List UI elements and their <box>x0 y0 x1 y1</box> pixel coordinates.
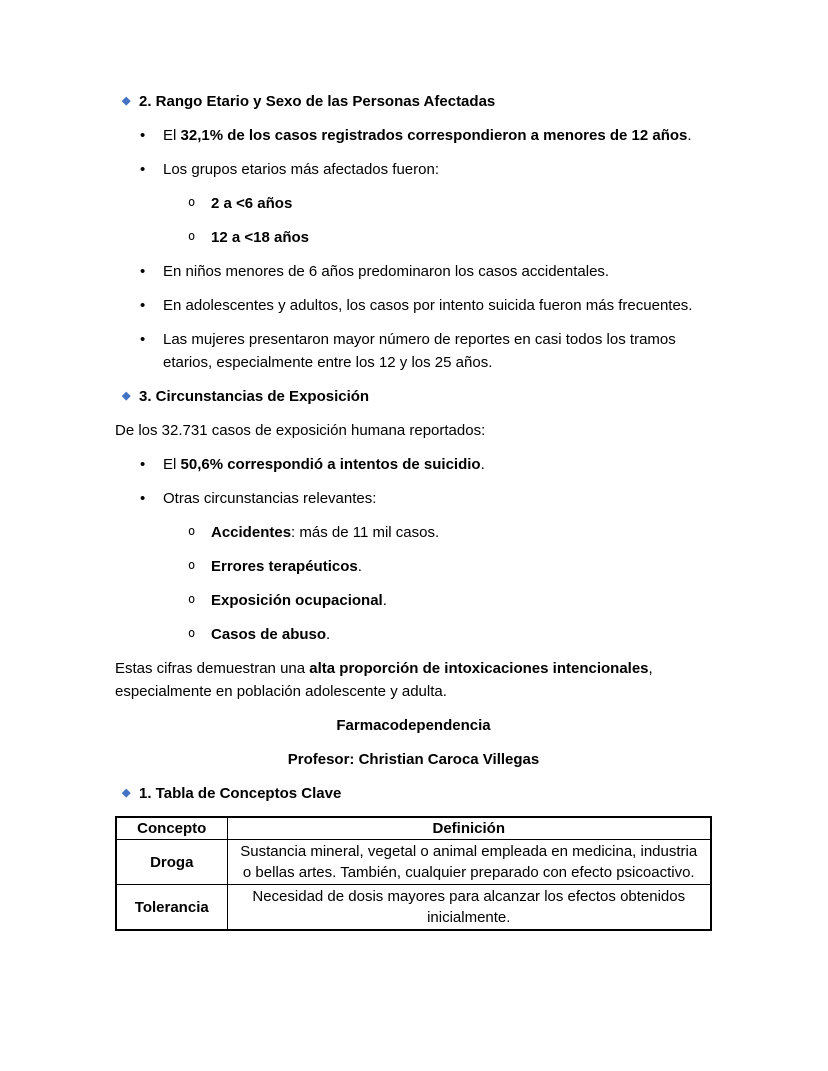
list-item-text: Errores terapéuticos. <box>211 558 362 575</box>
bullet-icon: • <box>140 263 146 280</box>
diamond-bullet-icon: ◆ <box>122 787 131 799</box>
paragraph-intro: De los 32.731 casos de exposición humana reportados: <box>115 422 486 439</box>
list-item-text: Accidentes: más de 11 mil casos. <box>211 524 440 541</box>
title-farmacodependencia: Farmacodependencia <box>336 717 491 734</box>
table-header-row <box>116 817 711 840</box>
heading-text: 3. Circunstancias de Exposición <box>139 388 370 405</box>
list-sub-item <box>115 226 712 249</box>
table-cell-concepto: Droga <box>116 840 227 885</box>
circle-bullet-icon: o <box>188 524 196 538</box>
circle-bullet-icon: o <box>188 592 196 606</box>
list-item-text: Las mujeres presentaron mayor número de reportes en casi todos los tramos etarios, especialmente entre los 12 y los 25 años. <box>163 331 676 371</box>
bullet-icon: • <box>140 331 146 348</box>
title-professor: Profesor: Christian Caroca Villegas <box>287 751 540 768</box>
list-item <box>115 487 712 510</box>
heading-circunstancias-exposicion <box>115 385 712 408</box>
list-item-text: En niños menores de 6 años predominaron los casos accidentales. <box>163 263 610 280</box>
heading-tabla-conceptos-clave <box>115 782 712 805</box>
list-sub-item <box>115 623 712 646</box>
table-row-droga <box>116 840 711 885</box>
list-sub-item <box>115 192 712 215</box>
list-item-text: El 32,1% de los casos registrados correspondieron a menores de 12 años. <box>163 127 692 144</box>
diamond-bullet-icon: ◆ <box>122 390 131 402</box>
bullet-icon: • <box>140 456 146 473</box>
list-item-text: 2 a <6 años <box>211 195 293 212</box>
list-item <box>115 294 712 317</box>
list-sub-item <box>115 521 712 544</box>
list-item-text: El 50,6% correspondió a intentos de suicidio. <box>163 456 485 473</box>
diamond-bullet-icon: ◆ <box>122 95 131 107</box>
list-item <box>115 158 712 181</box>
table-cell-definicion: Sustancia mineral, vegetal o animal empleada en medicina, industria o bellas artes. También, cualquier preparado con efecto psicoactivo. <box>227 840 711 885</box>
heading-text: 2. Rango Etario y Sexo de las Personas Afectadas <box>139 93 496 110</box>
list-item-text: En adolescentes y adultos, los casos por intento suicida fueron más frecuentes. <box>163 297 693 314</box>
bullet-icon: • <box>140 297 146 314</box>
circle-bullet-icon: o <box>188 558 196 572</box>
list-item-text: 12 a <18 años <box>211 229 309 246</box>
circle-bullet-icon: o <box>188 229 196 243</box>
paragraph-closing: Estas cifras demuestran una alta proporción de intoxicaciones intencionales, especialmente en población adolescente y adulta. <box>115 660 653 700</box>
concepts-table <box>115 816 712 931</box>
heading-rango-etario-sexo <box>115 90 712 113</box>
circle-bullet-icon: o <box>188 195 196 209</box>
table-header-concepto: Concepto <box>116 817 227 840</box>
bullet-icon: • <box>140 490 146 507</box>
list-item <box>115 328 712 374</box>
list-item-text: Casos de abuso. <box>211 626 331 643</box>
heading-text: 1. Tabla de Conceptos Clave <box>139 785 342 802</box>
list-item-text: Otras circunstancias relevantes: <box>163 490 377 507</box>
bullet-icon: • <box>140 161 146 178</box>
list-sub-item <box>115 555 712 578</box>
list-item-text: Los grupos etarios más afectados fueron: <box>163 161 439 178</box>
circle-bullet-icon: o <box>188 626 196 640</box>
bullet-icon: • <box>140 127 146 144</box>
table-row-tolerancia <box>116 885 711 931</box>
table-header-definicion: Definición <box>227 817 711 840</box>
list-item <box>115 453 712 476</box>
list-item <box>115 124 712 147</box>
list-item-text: Exposición ocupacional. <box>211 592 387 609</box>
table-cell-definicion: Necesidad de dosis mayores para alcanzar los efectos obtenidos inicialmente. <box>227 885 711 931</box>
table-cell-concepto: Tolerancia <box>116 885 227 931</box>
list-sub-item <box>115 589 712 612</box>
list-item <box>115 260 712 283</box>
